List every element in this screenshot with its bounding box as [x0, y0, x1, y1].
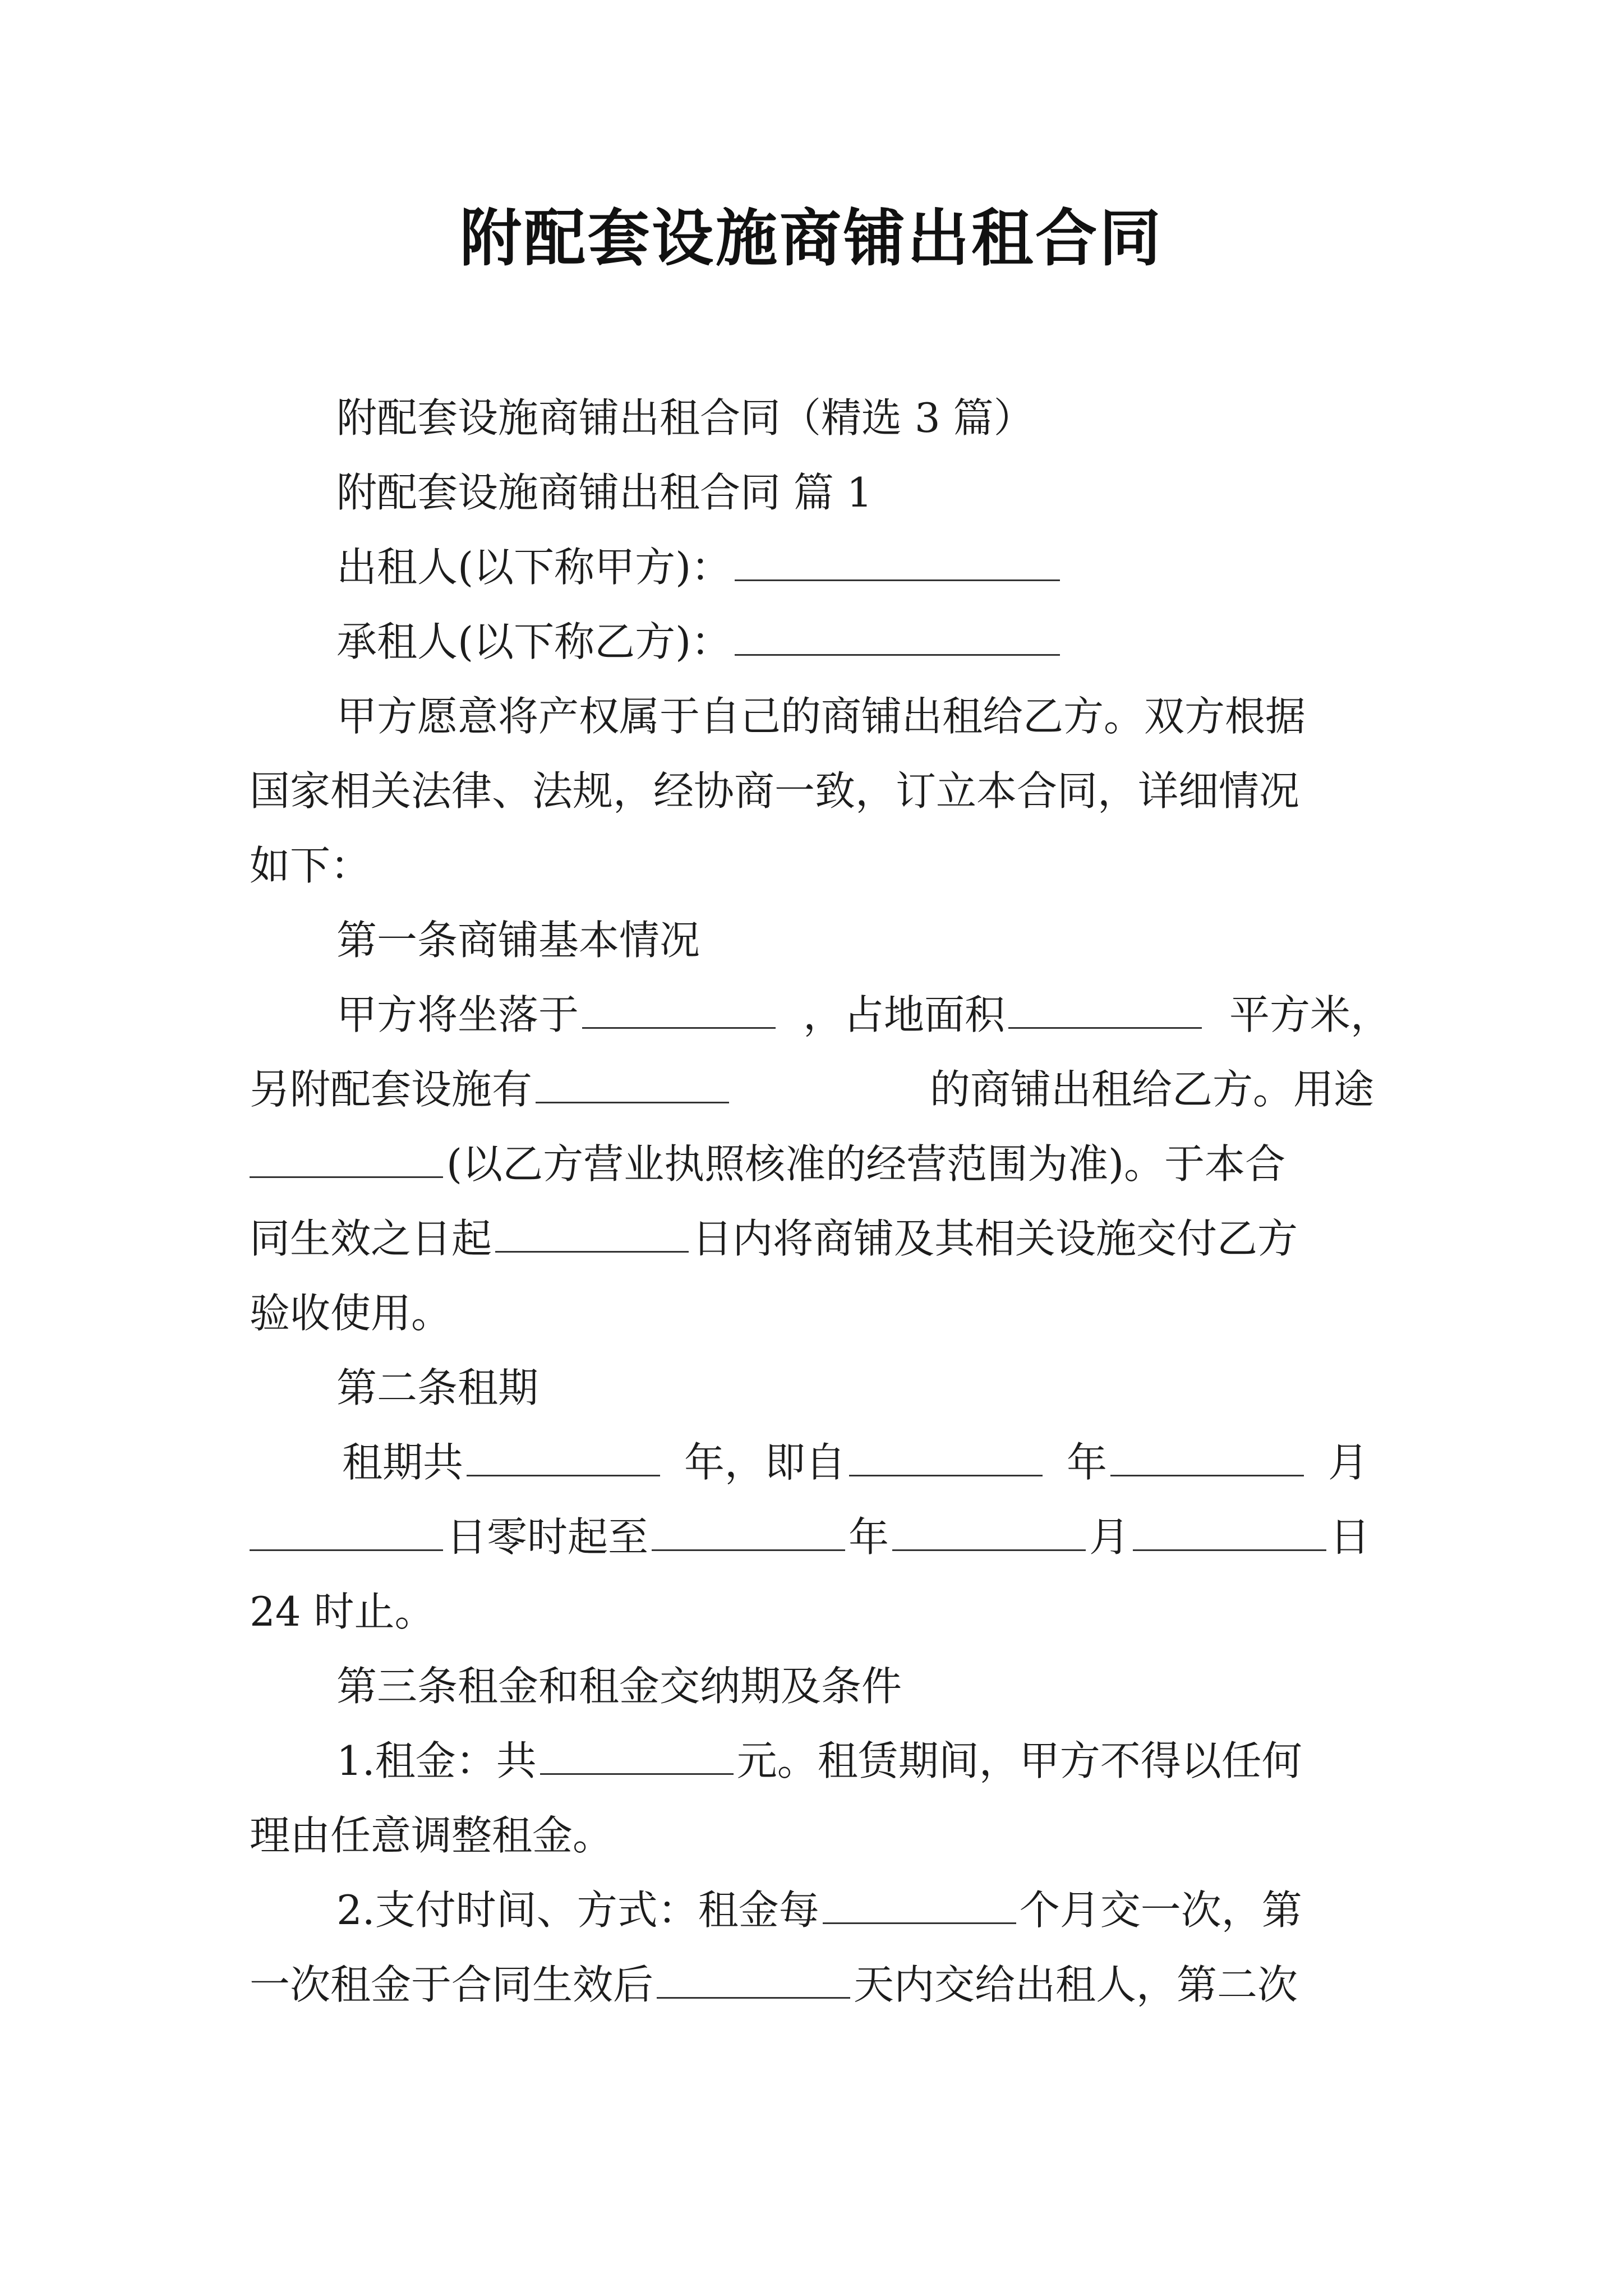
article-3-item-2-line-2 — [250, 1957, 1298, 2013]
text-segment: 日 — [1330, 1513, 1371, 1561]
text-segment: 月 — [1089, 1513, 1130, 1561]
article-2-heading: 第二条租期 — [336, 1364, 539, 1411]
text-segment: 年 — [1066, 1439, 1107, 1486]
text-segment: 2.支付时间、方式：租金每 — [336, 1887, 819, 1934]
document-subtitle: 附配套设施商铺出租合同（精选 3 篇） — [336, 394, 1034, 441]
text-segment: 月 — [1327, 1439, 1368, 1486]
text-segment: 平方米， — [1229, 991, 1391, 1038]
text-segment: (以乙方营业执照核准的经营范围为准)。于本合 — [446, 1140, 1286, 1188]
text-segment: 另附配套设施有 — [250, 1066, 533, 1113]
article-3-item-1-line-1 — [336, 1733, 1302, 1789]
facilities-blank — [536, 1065, 729, 1103]
intro-line-1: 甲方愿意将产权属于自己的商铺出租给乙方。双方根据 — [336, 693, 1306, 740]
rent-total-blank — [540, 1736, 734, 1775]
lessee-line — [336, 614, 1063, 670]
article-2-line-3: 24 时止。 — [250, 1588, 435, 1635]
lessor-blank — [735, 542, 1060, 581]
article-3-heading: 第三条租金和租金交纳期及条件 — [336, 1663, 902, 1710]
text-segment: 年 — [849, 1513, 889, 1561]
lessee-label: 承租人(以下称乙方)： — [336, 618, 732, 665]
lessee-blank — [735, 617, 1060, 656]
article-3-item-2-line-1 — [336, 1882, 1302, 1938]
intro-line-2: 国家相关法律、法规，经协商一致，订立本合同，详细情况 — [250, 767, 1300, 815]
start-month-blank — [1110, 1438, 1304, 1476]
article-1-line-5: 验收使用。 — [250, 1290, 452, 1337]
text-segment: 元。租赁期间，甲方不得以任何 — [736, 1737, 1302, 1784]
end-day-blank — [1133, 1512, 1326, 1551]
part-heading: 附配套设施商铺出租合同 篇 1 — [336, 469, 873, 516]
first-payment-days-blank — [657, 1960, 850, 1999]
text-segment: 个月交一次，第 — [1019, 1887, 1302, 1934]
area-blank — [1008, 990, 1202, 1029]
text-segment: ，占地面积 — [803, 991, 1005, 1038]
article-3-item-1-line-2: 理由任意调整租金。 — [250, 1812, 614, 1859]
term-years-blank — [467, 1438, 660, 1476]
start-year-blank — [849, 1438, 1043, 1476]
article-2-line-2 — [250, 1509, 1371, 1565]
end-year-blank — [652, 1512, 845, 1551]
location-blank — [582, 990, 776, 1029]
usage-blank — [250, 1139, 443, 1178]
lessor-label: 出租人(以下称甲方)： — [336, 544, 732, 591]
article-1-heading: 第一条商铺基本情况 — [336, 917, 700, 964]
article-1-line-4 — [250, 1211, 1298, 1267]
intro-line-3: 如下： — [250, 842, 371, 889]
end-month-blank — [892, 1512, 1086, 1551]
article-1-line-2 — [250, 1061, 1374, 1117]
article-2-line-1 — [342, 1434, 1368, 1490]
start-day-blank — [250, 1512, 443, 1551]
text-segment: 甲方将坐落于 — [336, 991, 579, 1038]
text-segment: 1.租金：共 — [336, 1737, 537, 1784]
text-segment: 日内将商铺及其相关设施交付乙方 — [692, 1215, 1298, 1262]
text-segment: 的商铺出租给乙方。用途 — [929, 1066, 1374, 1113]
text-segment: 租期共 — [342, 1439, 464, 1486]
document-title: 附配套设施商铺出租合同 — [460, 202, 1163, 274]
text-segment: 同生效之日起 — [250, 1215, 492, 1262]
text-segment: 一次租金于合同生效后 — [250, 1961, 654, 2008]
lessor-line — [336, 539, 1063, 595]
article-1-line-3 — [250, 1136, 1285, 1192]
article-1-line-1 — [336, 987, 1391, 1043]
text-segment: 天内交给出租人，第二次 — [854, 1961, 1298, 2008]
text-segment: 年，即自 — [684, 1439, 846, 1486]
delivery-days-blank — [495, 1214, 689, 1253]
payment-months-blank — [823, 1885, 1016, 1924]
text-segment: 日零时起至 — [446, 1513, 649, 1561]
